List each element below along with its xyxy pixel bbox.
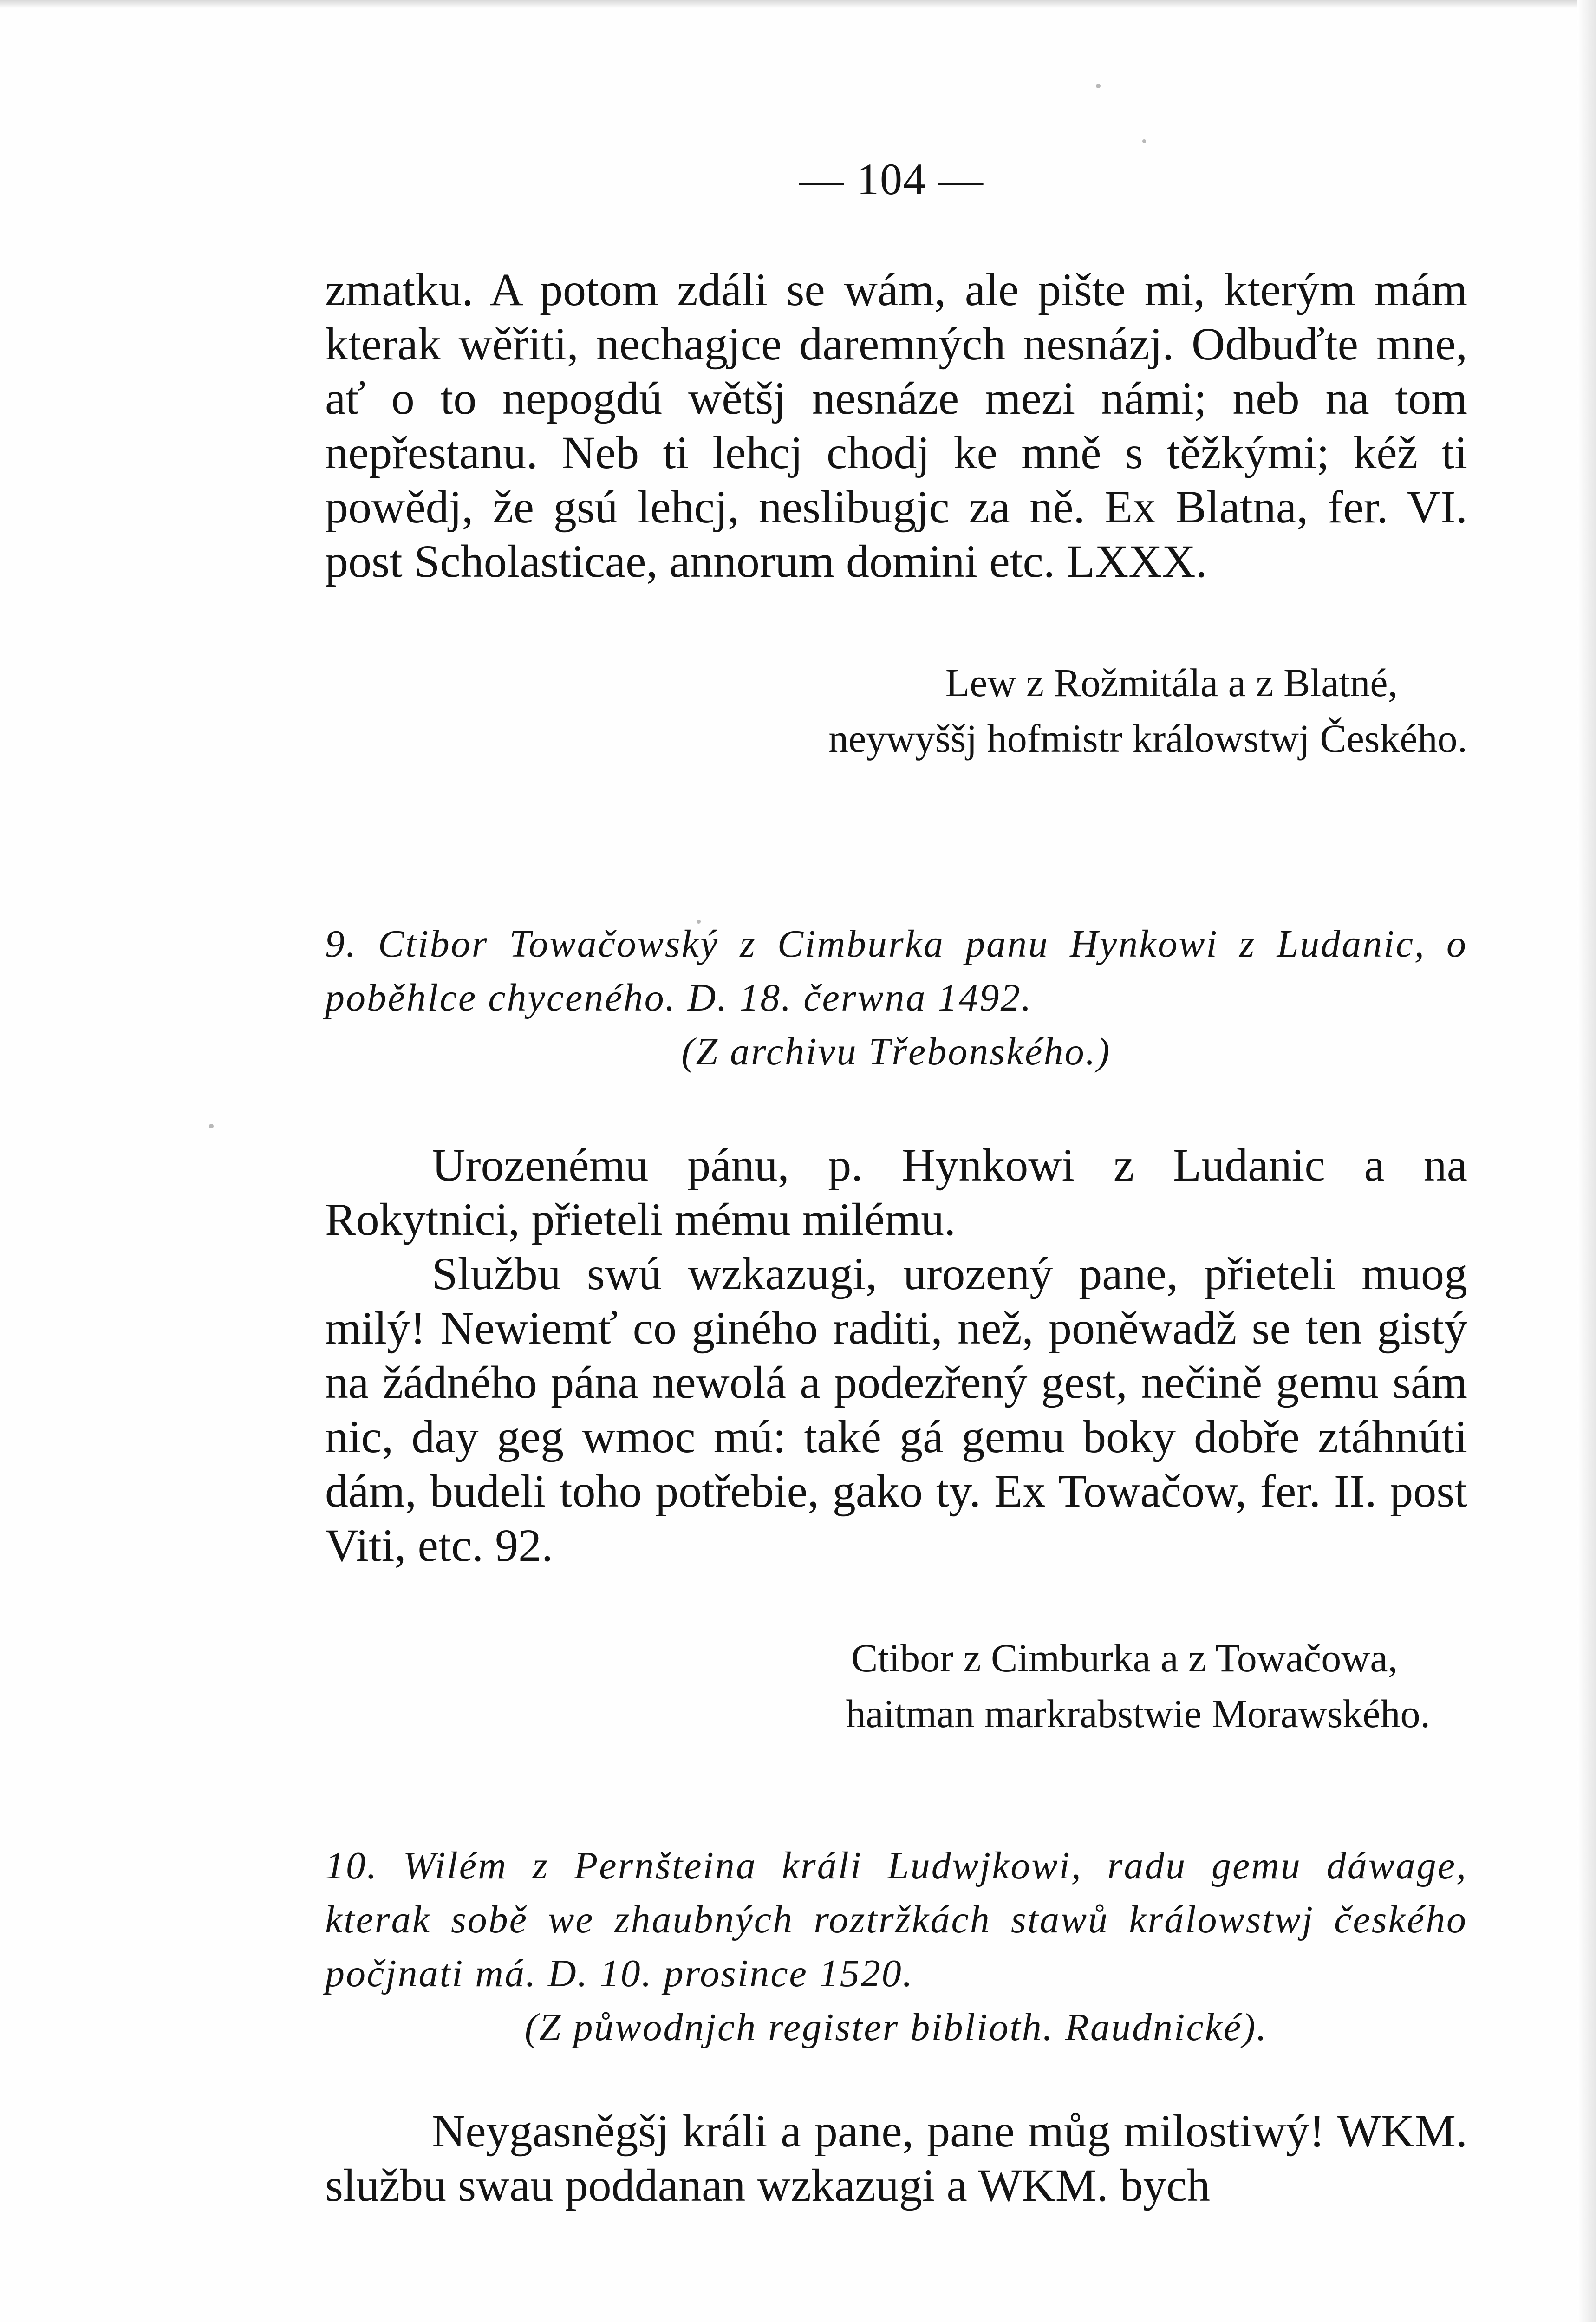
page-number: — 104 — bbox=[799, 154, 984, 204]
letter-8-signature bbox=[325, 655, 1467, 766]
letter-10-number: 10. bbox=[325, 1844, 378, 1887]
letter-9-title bbox=[325, 917, 1467, 1025]
signature-line-2: haitman markrabstwie Morawského. bbox=[846, 1691, 1430, 1736]
letter-10-heading bbox=[325, 1839, 1467, 2055]
letter-9-text bbox=[325, 1138, 1467, 1572]
letter-9-source: (Z archivu Třebonského.) bbox=[681, 1030, 1111, 1073]
paper-speck bbox=[209, 1124, 214, 1128]
letter-9-number: 9. bbox=[325, 922, 357, 965]
signature-line-2: neywyššj hofmistr králowstwj Českého. bbox=[828, 716, 1467, 761]
letter-9-body: Službu swú wzkazugi, urozený pane, přieteli muog milý! Newiemť co giného raditi, než, poněwadž se ten gistý na žádného pána newolá a podezřený gest, nečině gemu sám nic, day geg wmoc mú: také gá gemu boky dobře ztáhnúti dám, budeli toho potřebie, gako ty. Ex Towačow, fer. II. post Viti, etc. 92. bbox=[325, 1248, 1467, 1571]
paper-speck bbox=[1096, 84, 1101, 88]
page-top-edge bbox=[0, 0, 1596, 8]
letter-10-body: Neygasněgšj králi a pane, pane můg milostiwý! WKM. službu swau poddanan wzkazugi a WKM. bych bbox=[325, 2105, 1467, 2211]
paper-speck bbox=[1142, 139, 1146, 143]
letter-10-source: (Z půwodnjch register biblioth. Raudnické). bbox=[524, 2006, 1268, 2049]
letter-10-title bbox=[325, 1839, 1467, 2001]
letter-8-continuation bbox=[325, 262, 1467, 588]
letter-10-title-text: Wilém z Pernšteina králi Ludwjkowi, radu gemu dáwage, kterak sobě we zhaubných roztržkách stawů králowstwj českého počjnati má. D. 10. prosince 1520. bbox=[325, 1844, 1468, 1995]
page-right-edge bbox=[1577, 0, 1596, 2322]
letter-10-text bbox=[325, 2104, 1467, 2212]
letter-9-title-text: Ctibor Towačowský z Cimburka panu Hynkowi z Ludanic, o poběhlce chyceného. D. 18. čerwna 1492. bbox=[325, 922, 1467, 1019]
letter-8-body: zmatku. A potom zdáli se wám, ale pište mi, kterým mám kterak wěřiti, nechagjce daremných nesnázj. Odbuďte mne, ať o to nepogdú wětšj nesnáze mezi námi; neb na tom nepřestanu. Neb ti lehcj chodj ke mně s těžkými; kéž ti powědj, že gsú lehcj, neslibugjc za ně. Ex Blatna, fer. VI. post Scholasticae, annorum domini etc. LXXX. bbox=[325, 264, 1467, 587]
letter-9-address: Urozenému pánu, p. Hynkowi z Ludanic a na Rokytnici, přieteli mému milému. bbox=[325, 1139, 1467, 1245]
letter-9-signature bbox=[325, 1630, 1467, 1742]
signature-line-1: Lew z Rožmitála a z Blatné, bbox=[945, 660, 1398, 705]
signature-line-1: Ctibor z Cimburka a z Towačowa, bbox=[851, 1636, 1398, 1680]
letter-9-heading bbox=[325, 917, 1467, 1079]
